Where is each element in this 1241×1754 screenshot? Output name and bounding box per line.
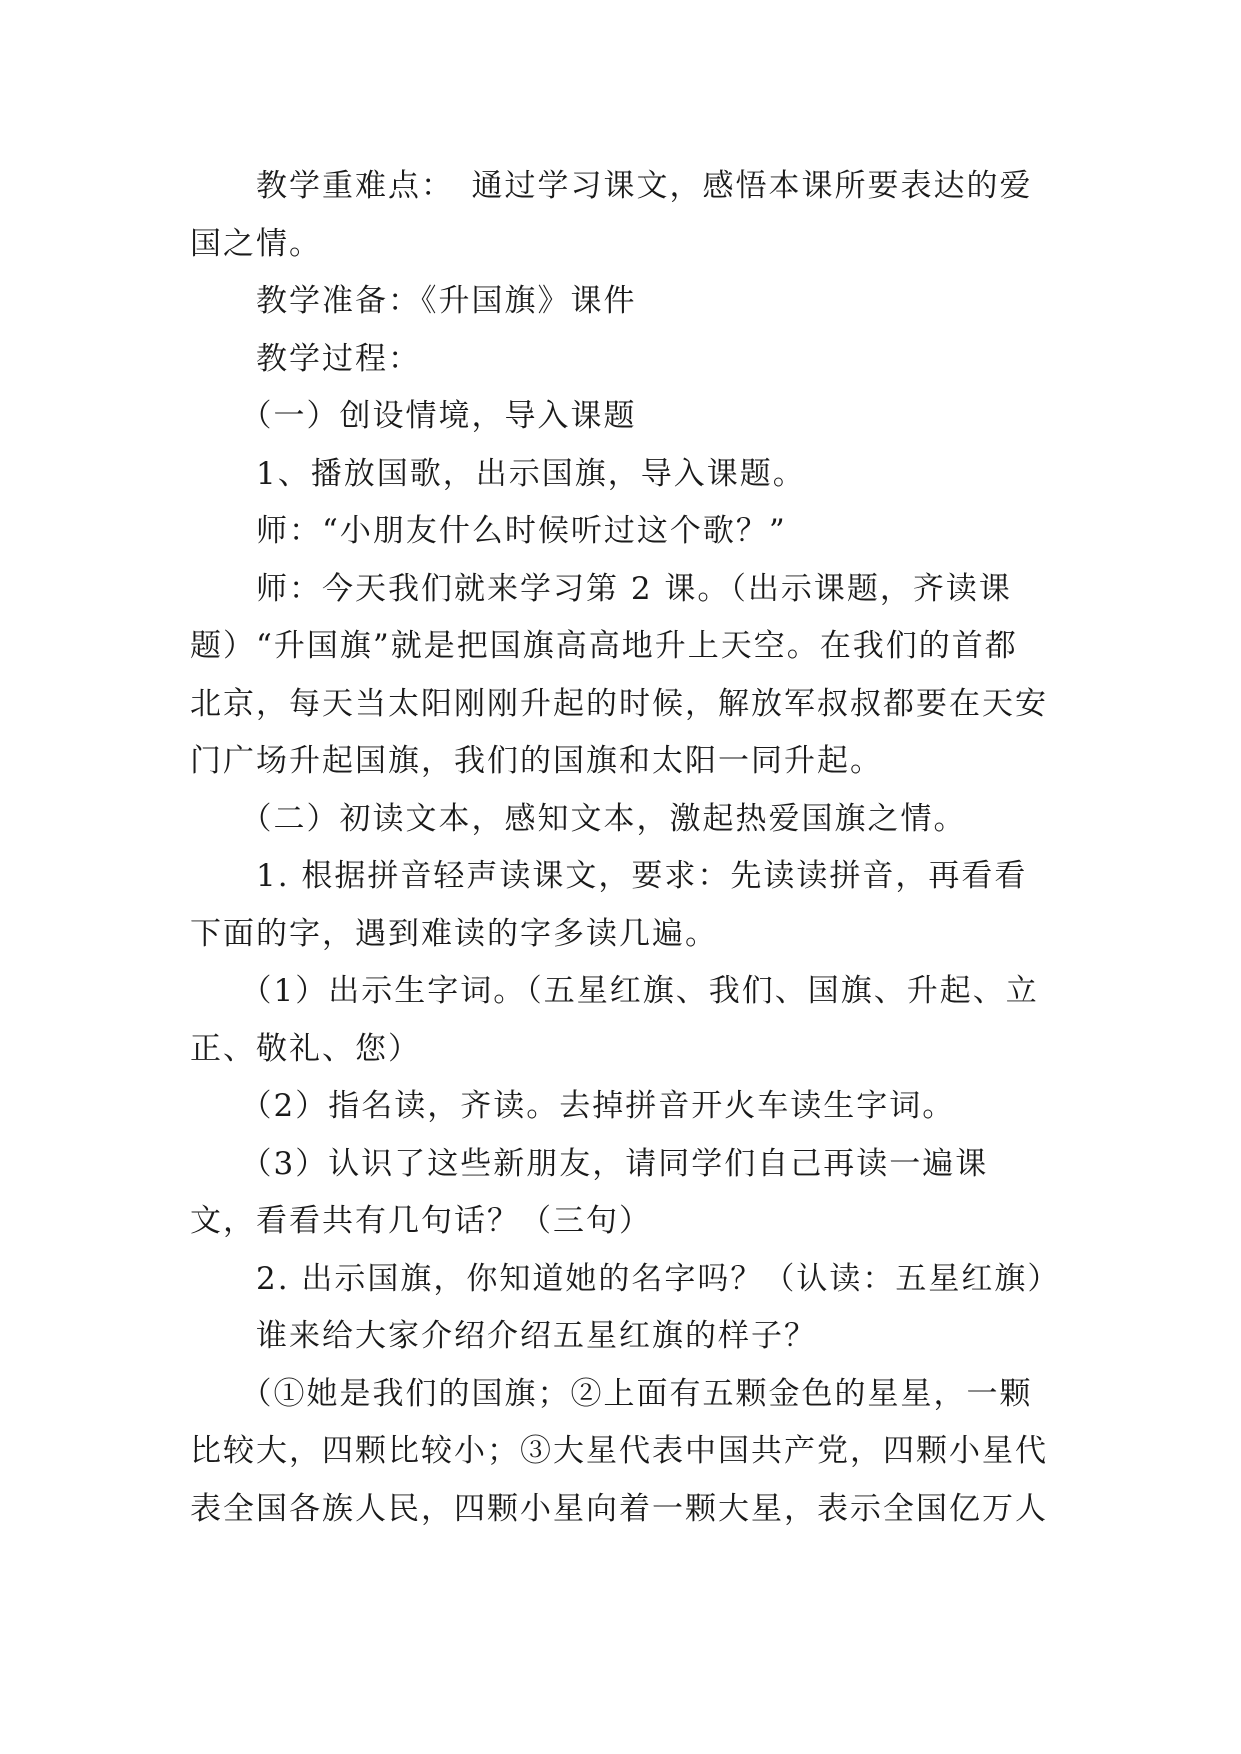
paragraph-new-words: （1）出示生字词。（五星红旗、我们、国旗、升起、立正、敬礼、您） <box>190 973 1039 1067</box>
paragraph-flag-description: （①她是我们的国旗；②上面有五颗金色的星星，一颗比较大，四颗比较小；③大星代表中国共产党，四颗小星代表全国各族人民，四颗小星向着一颗大星，表示全国亿万人 <box>190 1375 1048 1527</box>
paragraph-who-introduces: 谁来给大家介绍介绍五星红旗的样子？ <box>190 1318 817 1354</box>
section-heading-one: （一）创设情境，导入课题 <box>190 398 637 434</box>
paragraph-reread: （3）认识了这些新朋友，请同学们自己再读一遍课文，看看共有几句话？（三句） <box>190 1145 989 1239</box>
paragraph-reading-instruction: 1. 根据拼音轻声读课文，要求：先读读拼音，再看看下面的字，遇到难读的字多读几遍。 <box>190 858 1028 952</box>
paragraph-named-reading: （2）指名读，齐读。去掉拼音开火车读生字词。 <box>190 1088 956 1124</box>
paragraph-teacher-intro: 师：今天我们就来学习第 2 课。（出示课题，齐读课题）“升国旗”就是把国旗高高地升上天空。在我们的首都北京，每天当太阳刚刚升起的时候，解放军叔叔都要在天安门广场升起国旗，我们的国旗和太阳一同升起。 <box>190 570 1048 779</box>
paragraph-key-points: 教学重难点： 通过学习课文，感悟本课所要表达的爱国之情。 <box>190 168 1033 262</box>
paragraph-preparation: 教学准备：《升国旗》课件 <box>190 283 637 319</box>
paragraph-show-flag: 2. 出示国旗，你知道她的名字吗？（认读：五星红旗） <box>190 1260 1061 1297</box>
paragraph-step-1: 1、播放国歌，出示国旗，导入课题。 <box>190 455 806 492</box>
section-heading-two: （二）初读文本，感知文本，激起热爱国旗之情。 <box>190 800 967 837</box>
document-body <box>190 158 1061 1538</box>
paragraph-process-heading: 教学过程： <box>190 340 421 377</box>
paragraph-teacher-question: 师：“小朋友什么时候听过这个歌？” <box>190 513 787 549</box>
